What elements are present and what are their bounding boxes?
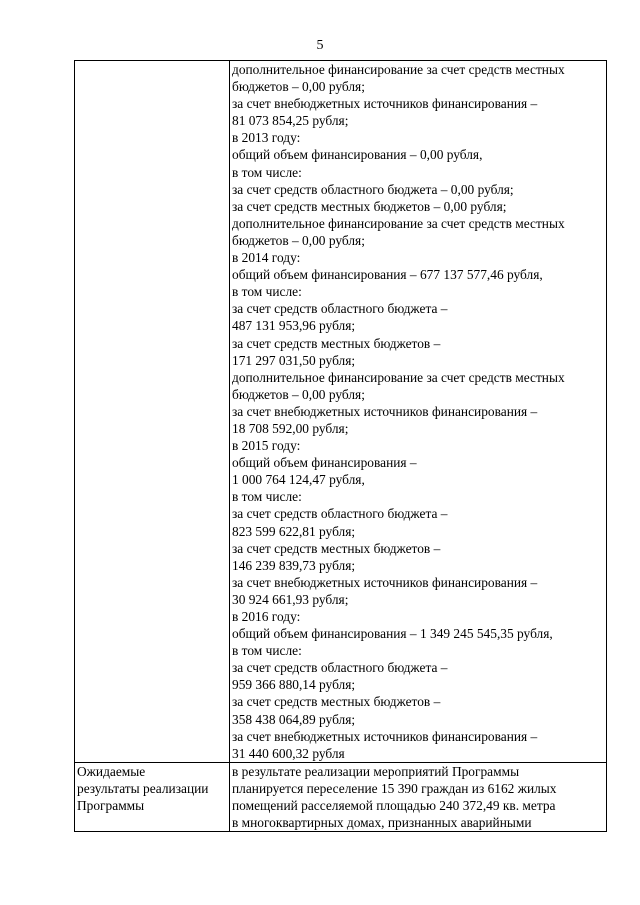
row-content-line: в результате реализации мероприятий Программы	[232, 763, 520, 779]
row-content-line: за счет средств областного бюджета –	[232, 301, 448, 317]
row-content-line: помещений расселяемой площадью 240 372,49 кв. метра	[232, 798, 556, 814]
row-content-line: за счет внебюджетных источников финансирования –	[232, 403, 538, 419]
table-row	[75, 762, 607, 831]
row-content-line: 171 297 031,50 рубля;	[232, 352, 356, 368]
row-content-line: за счет средств областного бюджета –	[232, 506, 448, 522]
row-content-line: 18 708 592,00 рубля;	[232, 420, 349, 436]
row-content-line: 146 239 839,73 рубля;	[232, 557, 356, 573]
row-content-line: 1 000 764 124,47 рубля,	[232, 472, 365, 488]
row-content-line: за счет внебюджетных источников финансирования –	[232, 96, 538, 112]
program-passport-table	[74, 60, 607, 832]
row-content-line: 31 440 600,32 рубля	[232, 745, 345, 761]
row-label-cell	[75, 762, 230, 831]
row-label-line: Ожидаемые	[77, 763, 146, 779]
row-content-line: за счет средств местных бюджетов – 0,00 рубля;	[232, 198, 507, 214]
row-content-line: дополнительное финансирование за счет средств местных	[232, 369, 565, 385]
row-content-cell	[230, 61, 607, 763]
row-label-line: Программы	[77, 798, 145, 814]
row-content-line: общий объем финансирования – 677 137 577,46 рубля,	[232, 267, 543, 283]
row-content-line: в том числе:	[232, 489, 302, 505]
row-content-line: 81 073 854,25 рубля;	[232, 113, 349, 129]
row-content-line: общий объем финансирования –	[232, 455, 417, 471]
table-body	[75, 61, 607, 832]
page-number: 5	[316, 38, 324, 53]
row-content-line: за счет внебюджетных источников финансирования –	[232, 728, 538, 744]
row-content-line: общий объем финансирования – 0,00 рубля,	[232, 147, 483, 163]
row-content-line: в 2013 году:	[232, 130, 301, 146]
row-content-line: за счет средств местных бюджетов –	[232, 335, 441, 351]
row-content-line: 487 131 953,96 рубля;	[232, 318, 356, 334]
row-content-line: 358 438 064,89 рубля;	[232, 711, 356, 727]
row-content-line: бюджетов – 0,00 рубля;	[232, 79, 365, 95]
row-content-line: 30 924 661,93 рубля;	[232, 591, 349, 607]
row-content-line: 959 366 880,14 рубля;	[232, 677, 356, 693]
row-content-line: бюджетов – 0,00 рубля;	[232, 386, 365, 402]
row-content-line: в 2016 году:	[232, 609, 301, 624]
row-content-line: в 2014 году:	[232, 250, 301, 266]
row-content-line: планируется переселение 15 390 граждан из 6162 жилых	[232, 780, 557, 796]
row-content-line: 823 599 622,81 рубля;	[232, 523, 356, 539]
row-content-line: общий объем финансирования – 1 349 245 545,35 рубля,	[232, 626, 553, 642]
row-content-line: в том числе:	[232, 164, 302, 180]
row-content-line: бюджетов – 0,00 рубля;	[232, 232, 365, 248]
row-content-line: в том числе:	[232, 643, 302, 659]
row-content-line: за счет средств областного бюджета – 0,00 рубля;	[232, 181, 514, 197]
row-label-line: результаты реализации	[77, 780, 209, 796]
row-content-line: за счет средств местных бюджетов –	[232, 540, 441, 556]
row-content-line: дополнительное финансирование за счет средств местных	[232, 215, 565, 231]
row-content-line: за счет внебюджетных источников финансирования –	[232, 574, 538, 590]
row-content-line: дополнительное финансирование за счет средств местных	[232, 62, 565, 77]
row-content-cell	[230, 762, 607, 831]
row-content-line: в 2015 году:	[232, 438, 301, 454]
row-content-line: в том числе:	[232, 284, 302, 300]
table-row	[75, 61, 607, 763]
row-label-cell	[75, 61, 230, 763]
row-content-line: в многоквартирных домах, признанных аварийными	[232, 815, 532, 831]
row-content-line: за счет средств областного бюджета –	[232, 660, 448, 676]
row-content-line: за счет средств местных бюджетов –	[232, 694, 441, 710]
